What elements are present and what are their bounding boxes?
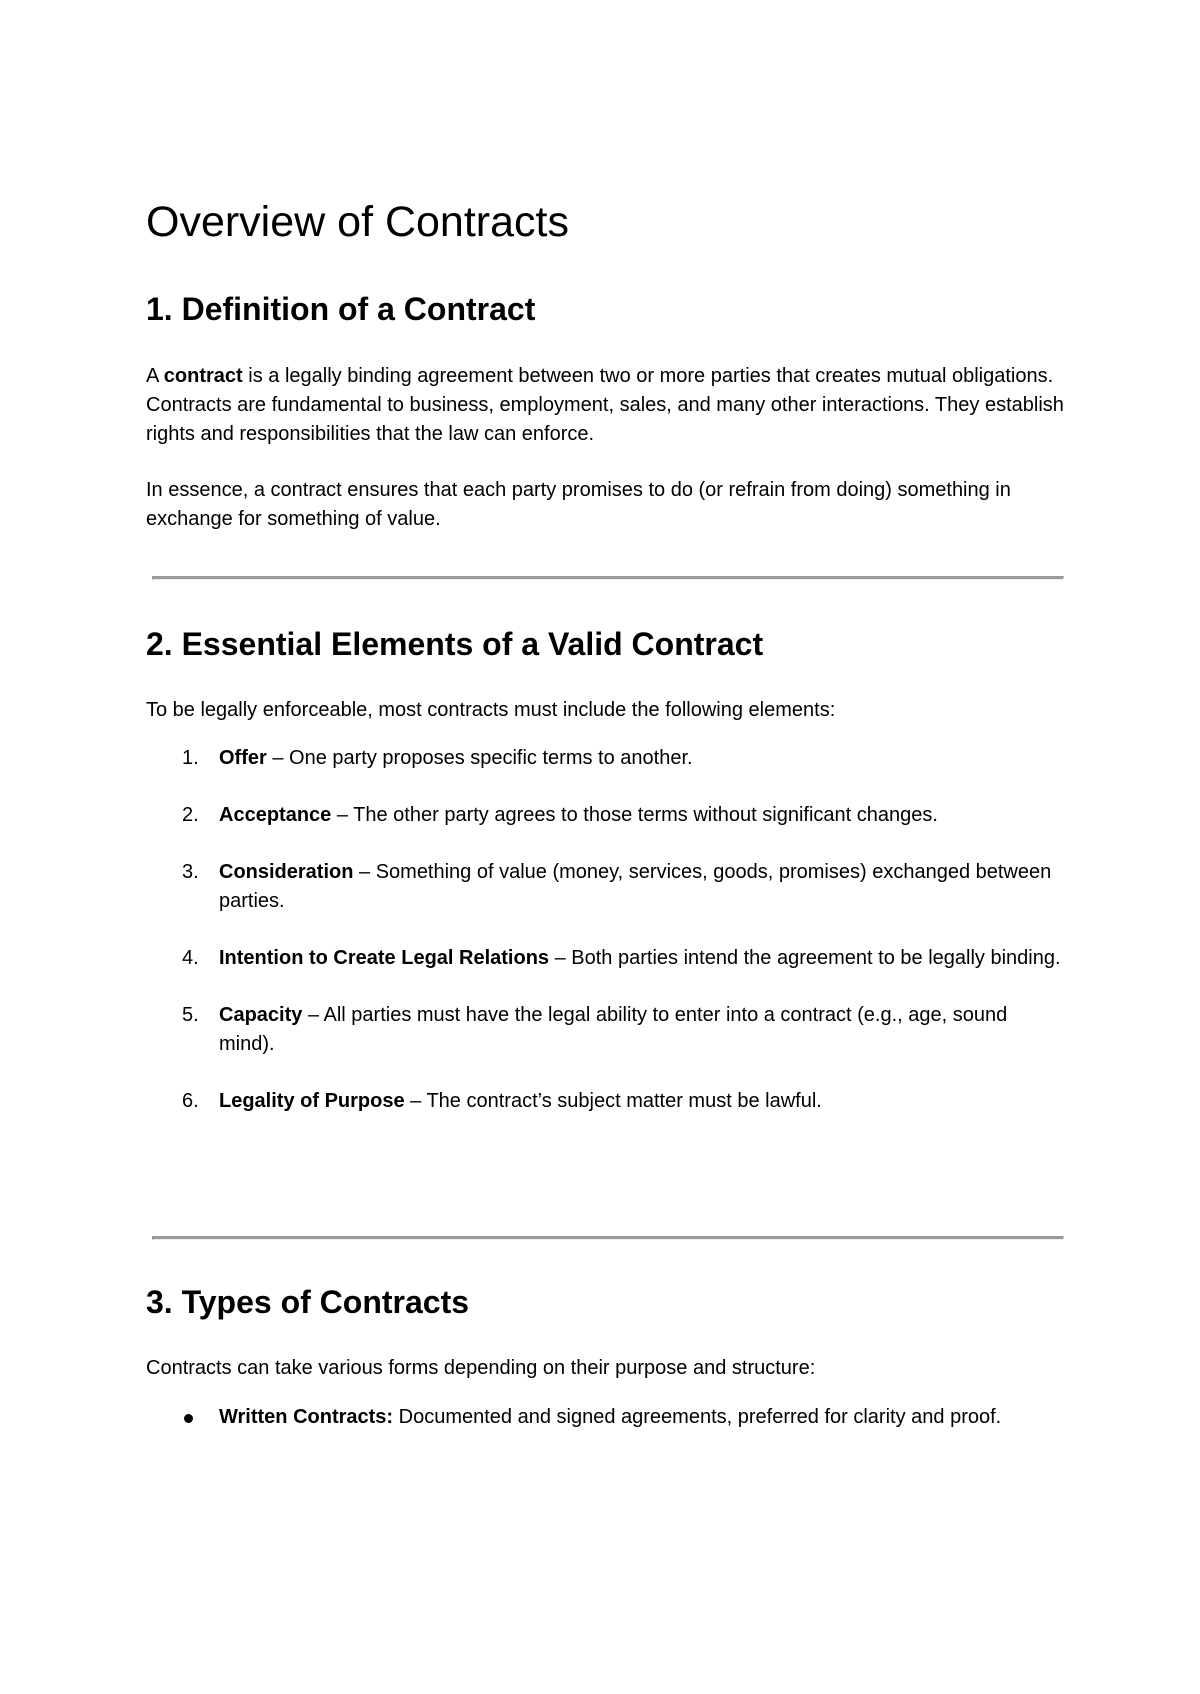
- list-item: [146, 1087, 1066, 1116]
- list-term: Consideration: [219, 861, 354, 883]
- section-heading-elements: 2. Essential Elements of a Valid Contract: [146, 626, 764, 662]
- list-term: Offer: [219, 747, 267, 769]
- section-heading-definition: 1. Definition of a Contract: [146, 291, 536, 327]
- list-item: [146, 1403, 1066, 1432]
- list-term: Legality of Purpose: [219, 1090, 405, 1112]
- horizontal-rule: [152, 1236, 1064, 1240]
- types-intro: Contracts can take various forms depending on their purpose and structure:: [146, 1357, 816, 1379]
- list-number: 4.: [182, 947, 199, 969]
- document-title: Overview of Contracts: [146, 198, 569, 246]
- list-term: Intention to Create Legal Relations: [219, 947, 550, 969]
- bullet-icon: [184, 1414, 193, 1423]
- list-item: [146, 801, 1066, 830]
- definition-bold-term: contract: [163, 365, 243, 387]
- list-term: Acceptance: [219, 804, 332, 826]
- list-number: 6.: [182, 1090, 199, 1112]
- list-term: Capacity: [219, 1004, 303, 1026]
- list-item: [146, 944, 1066, 973]
- list-item: [146, 744, 1066, 773]
- elements-intro: To be legally enforceable, most contracts must include the following elements:: [146, 699, 836, 721]
- list-desc: – The other party agrees to those terms without significant changes.: [331, 804, 938, 826]
- definition-paragraph: [146, 362, 1066, 449]
- list-number: 2.: [182, 804, 199, 826]
- list-item: [146, 1001, 1066, 1059]
- elements-list: [146, 744, 1066, 1144]
- list-number: 1.: [182, 747, 199, 769]
- list-desc: – All parties must have the legal ability to enter into a contract (e.g., age, sound mind).: [219, 1004, 1008, 1055]
- types-list: [146, 1403, 1066, 1432]
- list-desc: – Both parties intend the agreement to be legally binding.: [549, 947, 1061, 969]
- list-item: [146, 858, 1066, 916]
- definition-rest: is a legally binding agreement between two or more parties that creates mutual obligations. Contracts are fundamental to business, employment, sales, and many other interactions. They establish rights and responsibilities that the law can enforce.: [146, 365, 1064, 445]
- list-desc: – Something of value (money, services, goods, promises) exchanged between parties.: [219, 861, 1052, 912]
- list-number: 5.: [182, 1004, 199, 1026]
- list-number: 3.: [182, 861, 199, 883]
- list-term: Written Contracts:: [219, 1406, 394, 1428]
- list-desc: Documented and signed agreements, preferred for clarity and proof.: [393, 1406, 1002, 1428]
- section-heading-types: 3. Types of Contracts: [146, 1284, 470, 1320]
- definition-lead: A: [146, 365, 164, 387]
- list-desc: – The contract’s subject matter must be lawful.: [404, 1090, 822, 1112]
- list-desc: – One party proposes specific terms to another.: [266, 747, 693, 769]
- horizontal-rule: [152, 576, 1064, 580]
- essence-paragraph: In essence, a contract ensures that each party promises to do (or refrain from doing) something in exchange for something of value.: [146, 479, 1011, 530]
